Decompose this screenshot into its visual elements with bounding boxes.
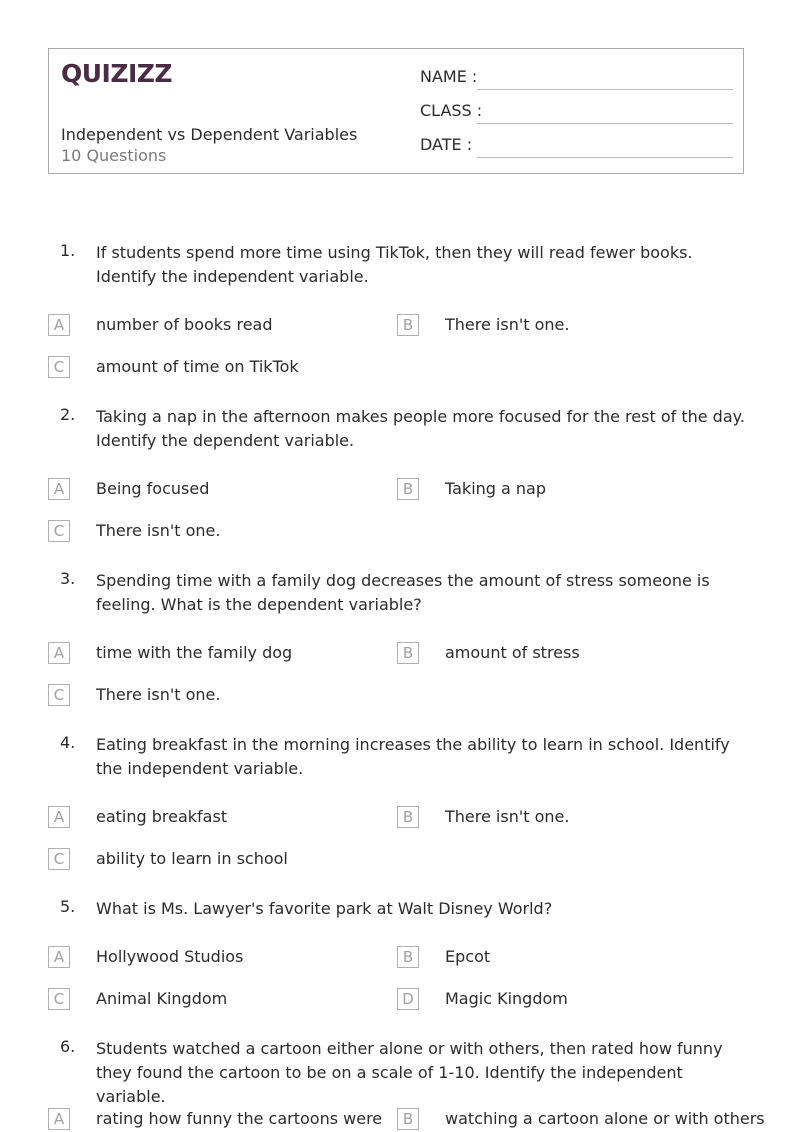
- question-text: Spending time with a family dog decreases the amount of stress someone is feeling. What is the dependent variable?: [96, 571, 710, 614]
- option-letter-box: D: [397, 988, 419, 1010]
- class-field[interactable]: [420, 101, 733, 125]
- option-letter-box: C: [48, 848, 70, 870]
- option-text: amount of stress: [445, 643, 580, 662]
- option-letter-box: A: [48, 314, 70, 336]
- option-letter-box: A: [48, 642, 70, 664]
- option-letter-box: A: [48, 1108, 70, 1130]
- option-letter-box: B: [397, 478, 419, 500]
- date-field[interactable]: [420, 135, 733, 159]
- option-text: watching a cartoon alone or with others: [445, 1109, 765, 1128]
- option-letter-box: C: [48, 988, 70, 1010]
- question-number: 2.: [60, 405, 76, 424]
- option-text: There isn't one.: [445, 807, 570, 826]
- option-text: Being focused: [96, 479, 210, 498]
- option-text: Epcot: [445, 947, 491, 966]
- question-count: 10 Questions: [61, 146, 167, 165]
- date-line: [477, 157, 733, 158]
- option-letter-box: A: [48, 478, 70, 500]
- class-line: [477, 123, 733, 124]
- question-text: Eating breakfast in the morning increases the ability to learn in school. Identify the independent variable.: [96, 735, 730, 778]
- option-letter-box: C: [48, 684, 70, 706]
- option-text: Hollywood Studios: [96, 947, 244, 966]
- question-text: What is Ms. Lawyer's favorite park at Walt Disney World?: [96, 899, 553, 918]
- option-text: Magic Kingdom: [445, 989, 568, 1008]
- date-label: DATE :: [420, 135, 473, 154]
- option-letter-box: A: [48, 806, 70, 828]
- option-text: Taking a nap: [445, 479, 547, 498]
- option-text: There isn't one.: [445, 315, 570, 334]
- option-letter-box: B: [397, 314, 419, 336]
- question-number: 5.: [60, 897, 76, 916]
- question-text: Students watched a cartoon either alone or with others, then rated how funny they found the cartoon to be on a scale of 1-10. Identify the independent variable.: [96, 1039, 723, 1106]
- option-text: number of books read: [96, 315, 273, 334]
- option-text: amount of time on TikTok: [96, 357, 299, 376]
- name-field[interactable]: [420, 67, 733, 91]
- quizizz-logo: QUIZIZZ: [61, 59, 173, 88]
- question-number: 4.: [60, 733, 76, 752]
- question-text: Taking a nap in the afternoon makes people more focused for the rest of the day. Identify the dependent variable.: [96, 407, 745, 450]
- question-number: 1.: [60, 241, 76, 260]
- name-line: [477, 89, 733, 90]
- class-label: CLASS :: [420, 101, 483, 120]
- worksheet-title: Independent vs Dependent Variables: [61, 125, 358, 144]
- option-letter-box: B: [397, 806, 419, 828]
- option-text: There isn't one.: [96, 685, 221, 704]
- worksheet-header: [48, 48, 744, 174]
- option-letter-box: B: [397, 946, 419, 968]
- option-text: eating breakfast: [96, 807, 228, 826]
- option-text: ability to learn in school: [96, 849, 288, 868]
- option-letter-box: A: [48, 946, 70, 968]
- option-letter-box: B: [397, 1108, 419, 1130]
- option-letter-box: B: [397, 642, 419, 664]
- option-text: time with the family dog: [96, 643, 293, 662]
- question-number: 6.: [60, 1037, 76, 1056]
- option-text: rating how funny the cartoons were: [96, 1109, 383, 1128]
- option-letter-box: C: [48, 356, 70, 378]
- option-text: Animal Kingdom: [96, 989, 228, 1008]
- option-letter-box: C: [48, 520, 70, 542]
- option-text: There isn't one.: [96, 521, 221, 540]
- question-text: If students spend more time using TikTok, then they will read fewer books. Identify the independent variable.: [96, 243, 693, 286]
- question-number: 3.: [60, 569, 76, 588]
- name-label: NAME :: [420, 67, 478, 86]
